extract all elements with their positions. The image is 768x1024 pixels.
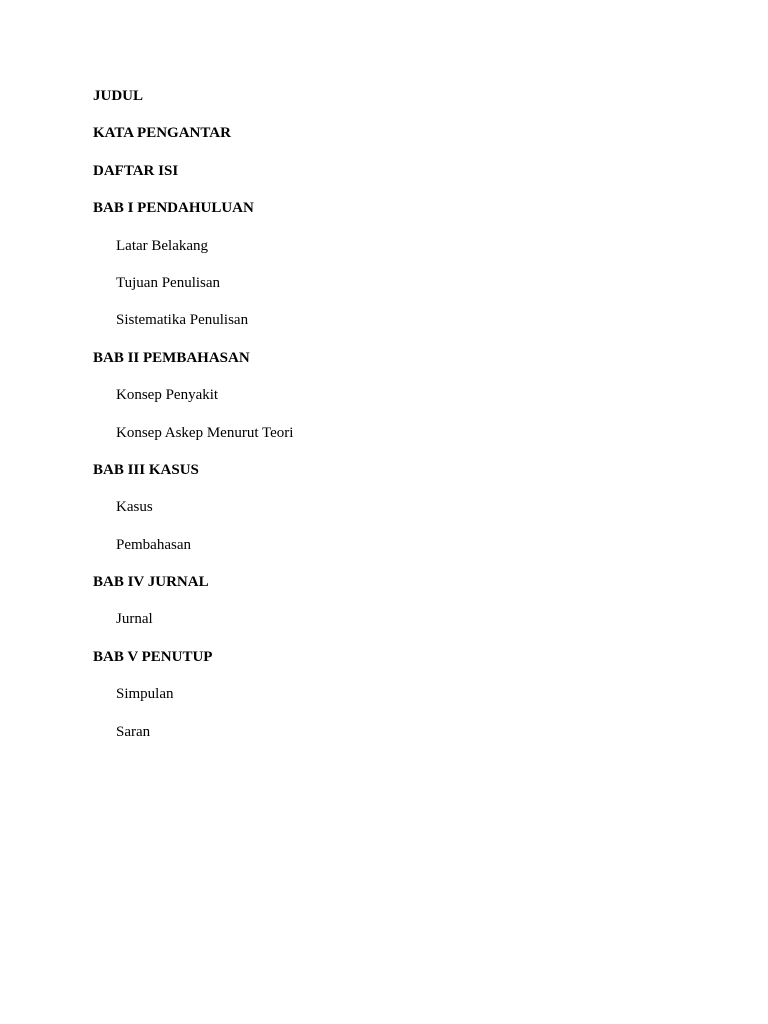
outline-subitem: Simpulan xyxy=(116,686,174,703)
outline-subitem: Sistematika Penulisan xyxy=(116,312,249,329)
document-outline xyxy=(93,86,293,759)
outline-heading: BAB III KASUS xyxy=(93,461,199,478)
outline-subitem: Tujuan Penulisan xyxy=(116,274,221,291)
outline-subitem: Kasus xyxy=(116,499,153,516)
outline-heading: BAB II PEMBAHASAN xyxy=(93,349,250,366)
outline-heading: DAFTAR ISI xyxy=(93,162,179,179)
outline-heading: BAB I PENDAHULUAN xyxy=(93,200,254,217)
outline-subitem: Latar Belakang xyxy=(116,237,209,254)
outline-subitem: Saran xyxy=(116,723,151,740)
outline-heading: BAB V PENUTUP xyxy=(93,648,213,665)
outline-subitem: Konsep Penyakit xyxy=(116,387,219,404)
outline-heading: BAB IV JURNAL xyxy=(93,574,209,591)
outline-subitem: Konsep Askep Menurut Teori xyxy=(116,424,294,441)
outline-subitem: Jurnal xyxy=(116,611,153,628)
outline-subitem: Pembahasan xyxy=(116,536,191,553)
outline-heading: KATA PENGANTAR xyxy=(93,125,231,142)
outline-heading: JUDUL xyxy=(93,88,144,104)
